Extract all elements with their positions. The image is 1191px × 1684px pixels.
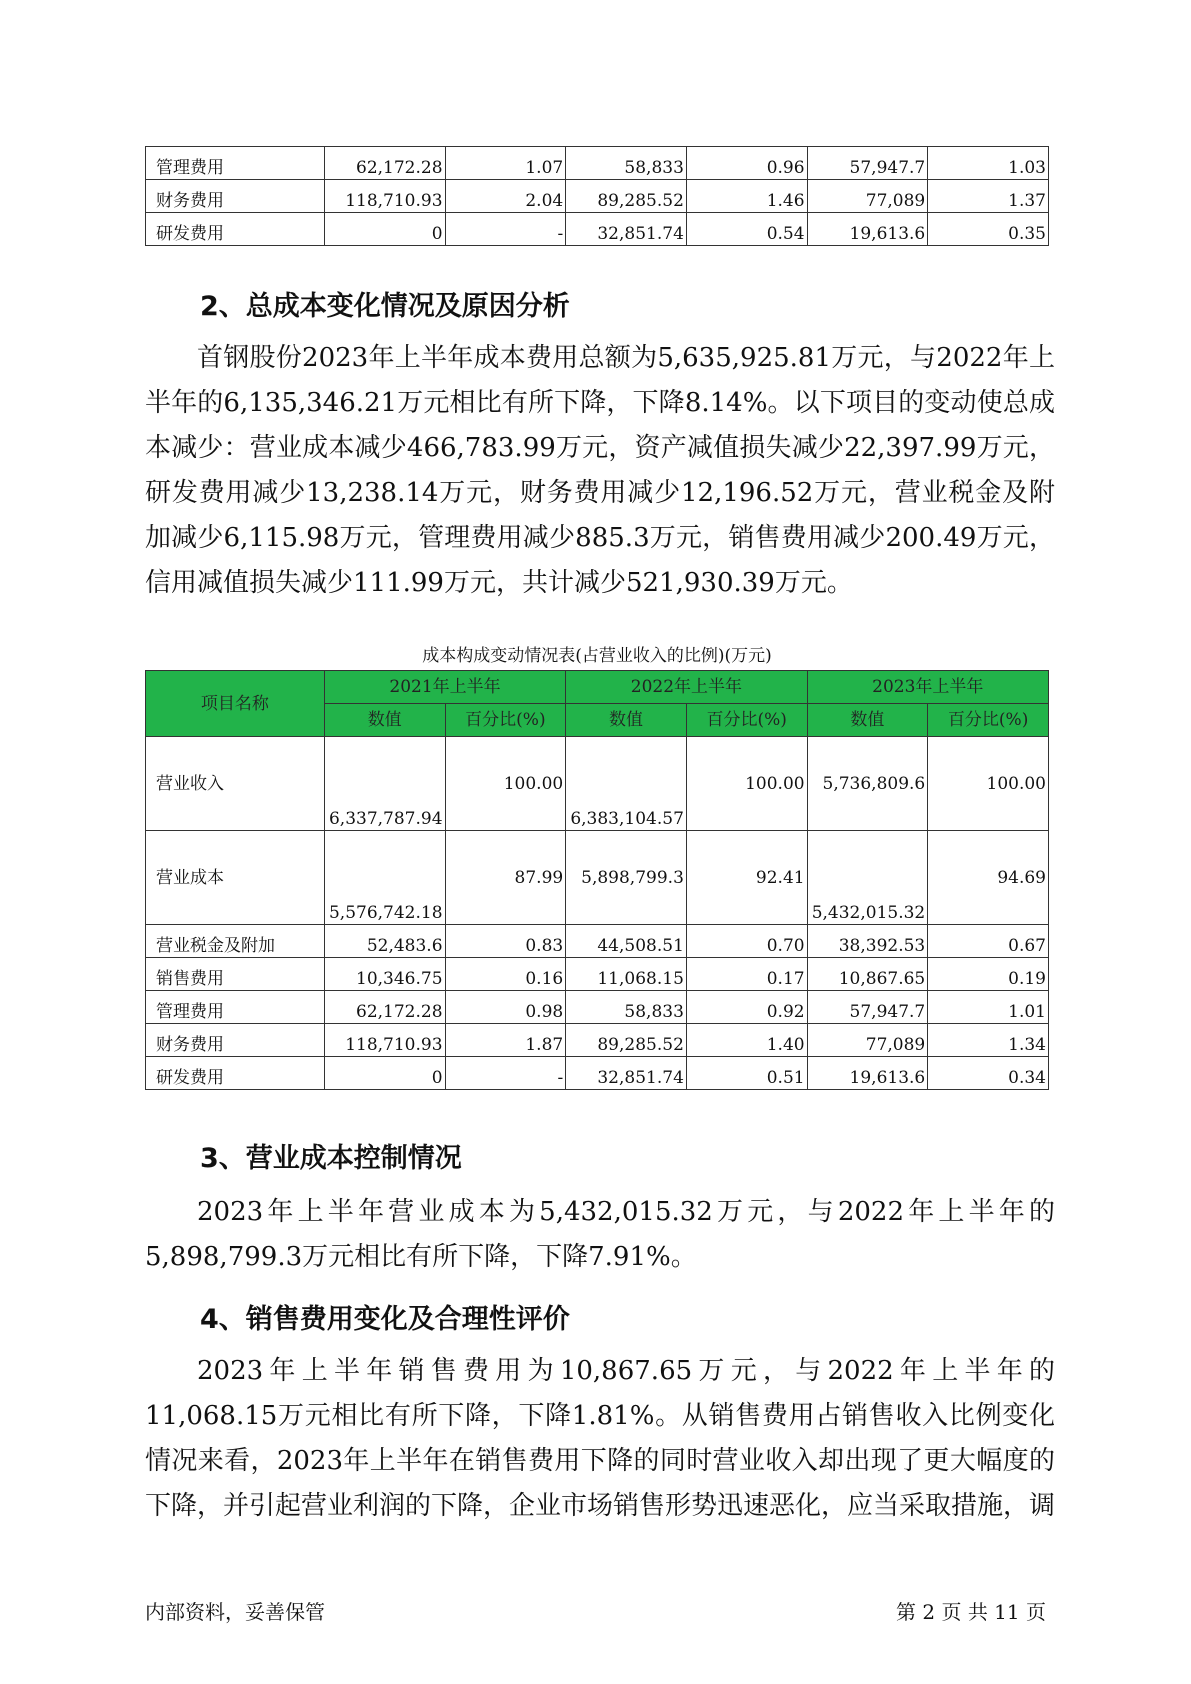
cell-value: 5,576,742.18 [324, 831, 445, 925]
cell-pct: 0.51 [686, 1057, 807, 1090]
row-label: 财务费用 [146, 1024, 325, 1057]
row-label: 营业税金及附加 [146, 925, 325, 958]
header-year: 2022年上半年 [566, 671, 807, 704]
cell-value: 89,285.52 [566, 1024, 687, 1057]
header-value: 数值 [807, 704, 928, 737]
cell-value: 5,898,799.3 [566, 831, 687, 925]
cell-pct: 1.01 [928, 991, 1049, 1024]
cell-pct: 1.07 [445, 147, 566, 180]
header-year: 2023年上半年 [807, 671, 1048, 704]
table-row [146, 925, 1049, 958]
row-label: 销售费用 [146, 958, 325, 991]
cell-pct: 0.92 [686, 991, 807, 1024]
header-year: 2021年上半年 [324, 671, 565, 704]
table-row [146, 831, 1049, 925]
cell-pct: 100.00 [928, 737, 1049, 831]
cell-value: 57,947.7 [807, 991, 928, 1024]
cell-pct: 1.03 [928, 147, 1049, 180]
cell-value: 89,285.52 [566, 180, 687, 213]
row-label: 研发费用 [146, 1057, 325, 1090]
cell-pct: - [445, 213, 566, 246]
row-label: 财务费用 [146, 180, 325, 213]
table-row [146, 737, 1049, 831]
cell-value: 0 [324, 213, 445, 246]
cost-structure-table [145, 670, 1049, 1090]
header-item: 项目名称 [146, 671, 325, 737]
header-pct: 百分比(%) [686, 704, 807, 737]
cell-value: 5,432,015.32 [807, 831, 928, 925]
footer-page-number: 第 2 页 共 11 页 [896, 1600, 1046, 1624]
section-paragraph: 首钢股份2023年上半年成本费用总额为5,635,925.81万元，与2022年上半年的6,135,346.21万元相比有所下降，下降8.14%。以下项目的变动使总成本减少：营业成本减少466,783.99万元，资产减值损失减少22,397.99万元，研发费用减少13,238.14万元，财务费用减少12,196.52万元，营业税金及附加减少6,115.98万元，管理费用减少885.3万元，销售费用减少200.49万元，信用减值损失减少111.99万元，共计减少521,930.39万元。 [145, 343, 1055, 598]
cell-pct: 1.46 [686, 180, 807, 213]
header-pct: 百分比(%) [445, 704, 566, 737]
row-label: 管理费用 [146, 147, 325, 180]
table-row [146, 1024, 1049, 1057]
section-paragraph: 2023年上半年营业成本为5,432,015.32万元，与2022年上半年的5,898,799.3万元相比有所下降，下降7.91%。 [145, 1197, 1055, 1272]
cell-value: 62,172.28 [324, 991, 445, 1024]
cell-value: 58,833 [566, 147, 687, 180]
cell-value: 19,613.6 [807, 213, 928, 246]
table-row [146, 991, 1049, 1024]
cell-value: 6,337,787.94 [324, 737, 445, 831]
table-row [146, 180, 1049, 213]
cell-value: 44,508.51 [566, 925, 687, 958]
header-pct: 百分比(%) [928, 704, 1049, 737]
footer-confidential: 内部资料，妥善保管 [145, 1600, 325, 1624]
cell-value: 118,710.93 [324, 1024, 445, 1057]
cell-pct: - [445, 1057, 566, 1090]
cell-pct: 0.35 [928, 213, 1049, 246]
cell-pct: 0.70 [686, 925, 807, 958]
row-label: 研发费用 [146, 213, 325, 246]
row-label: 营业收入 [146, 737, 325, 831]
cell-pct: 0.67 [928, 925, 1049, 958]
cell-value: 10,867.65 [807, 958, 928, 991]
cell-pct: 2.04 [445, 180, 566, 213]
cell-value: 6,383,104.57 [566, 737, 687, 831]
section-heading: 2、总成本变化情况及原因分析 [200, 291, 570, 322]
cell-pct: 1.34 [928, 1024, 1049, 1057]
cell-pct: 0.83 [445, 925, 566, 958]
table-row [146, 147, 1049, 180]
section-heading: 3、营业成本控制情况 [200, 1143, 462, 1174]
table-caption: 成本构成变动情况表(占营业收入的比例)(万元) [422, 646, 772, 666]
row-label: 营业成本 [146, 831, 325, 925]
cell-value: 118,710.93 [324, 180, 445, 213]
cell-pct: 87.99 [445, 831, 566, 925]
cell-pct: 94.69 [928, 831, 1049, 925]
cell-pct: 1.40 [686, 1024, 807, 1057]
cell-value: 5,736,809.6 [807, 737, 928, 831]
cell-pct: 92.41 [686, 831, 807, 925]
cell-pct: 0.98 [445, 991, 566, 1024]
cell-pct: 1.37 [928, 180, 1049, 213]
section-heading: 4、销售费用变化及合理性评价 [200, 1304, 570, 1335]
cell-value: 10,346.75 [324, 958, 445, 991]
row-label: 管理费用 [146, 991, 325, 1024]
expense-table-continued [145, 146, 1049, 246]
cell-value: 77,089 [807, 180, 928, 213]
cell-value: 19,613.6 [807, 1057, 928, 1090]
cell-pct: 0.96 [686, 147, 807, 180]
table-row [146, 213, 1049, 246]
cell-value: 52,483.6 [324, 925, 445, 958]
table-row [146, 1057, 1049, 1090]
cell-value: 38,392.53 [807, 925, 928, 958]
table-row [146, 958, 1049, 991]
cell-pct: 0.16 [445, 958, 566, 991]
header-value: 数值 [324, 704, 445, 737]
cell-value: 57,947.7 [807, 147, 928, 180]
cell-value: 11,068.15 [566, 958, 687, 991]
cell-pct: 0.54 [686, 213, 807, 246]
cell-value: 62,172.28 [324, 147, 445, 180]
section-paragraph: 2023年上半年销售费用为10,867.65万元，与2022年上半年的11,068.15万元相比有所下降，下降1.81%。从销售费用占销售收入比例变化情况来看，2023年上半年在销售费用下降的同时营业收入却出现了更大幅度的下降，并引起营业利润的下降，企业市场销售形势迅速恶化，应当采取措施，调 [145, 1356, 1056, 1521]
cell-value: 32,851.74 [566, 213, 687, 246]
cell-pct: 0.34 [928, 1057, 1049, 1090]
cell-pct: 0.17 [686, 958, 807, 991]
cell-value: 32,851.74 [566, 1057, 687, 1090]
cell-pct: 100.00 [686, 737, 807, 831]
header-value: 数值 [566, 704, 687, 737]
cell-value: 0 [324, 1057, 445, 1090]
cell-pct: 1.87 [445, 1024, 566, 1057]
cell-pct: 100.00 [445, 737, 566, 831]
cell-value: 77,089 [807, 1024, 928, 1057]
table-header-row [146, 671, 1049, 704]
cell-pct: 0.19 [928, 958, 1049, 991]
cell-value: 58,833 [566, 991, 687, 1024]
